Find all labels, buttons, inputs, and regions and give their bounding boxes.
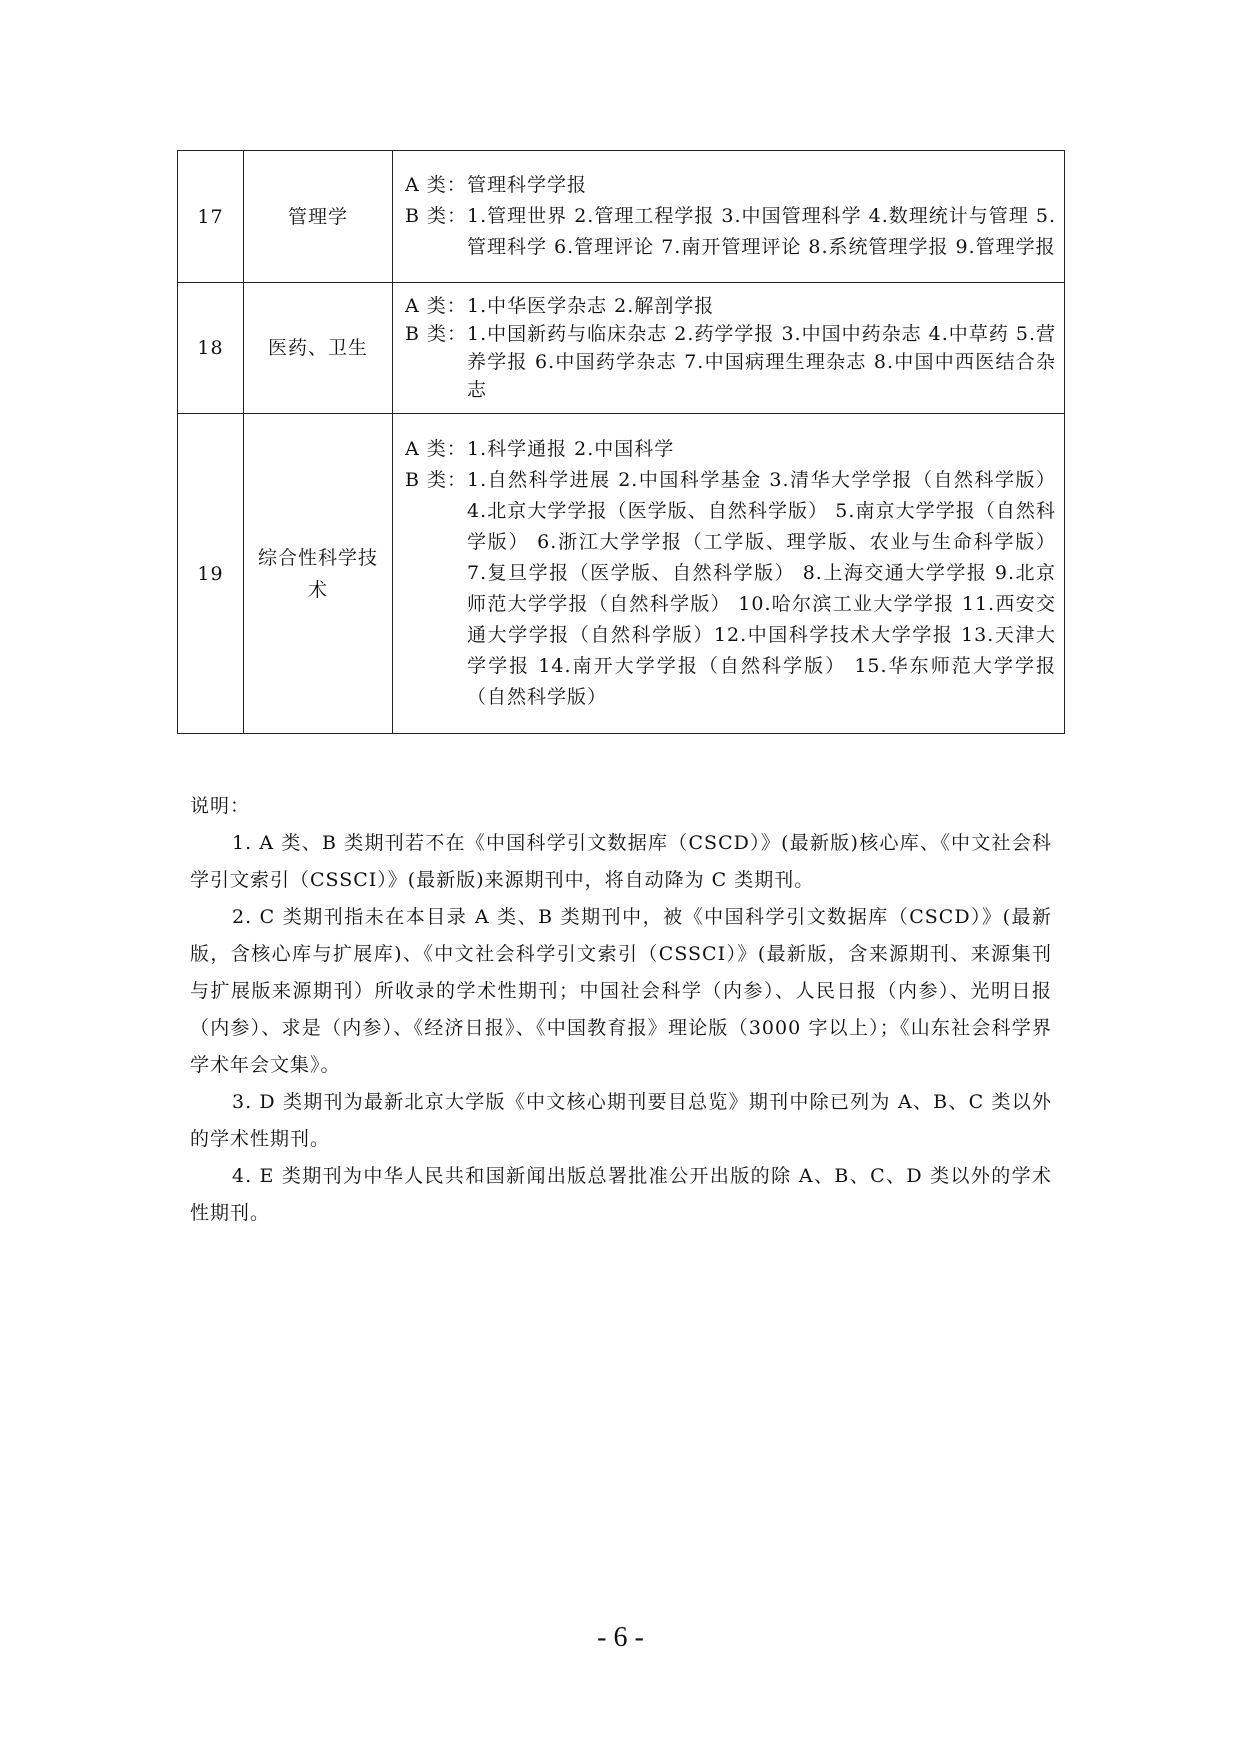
notes-section bbox=[190, 788, 1052, 1232]
row-number: 18 bbox=[178, 283, 244, 414]
row-number: 17 bbox=[178, 151, 244, 283]
category-b-label: B 类： bbox=[405, 205, 468, 227]
journal-list bbox=[393, 283, 1065, 414]
note-item: 2. C 类期刊指未在本目录 A 类、B 类期刊中，被《中国科学引文数据库（CSCD）》(最新版，含核心库与扩展库)、《中文社会科学引文索引（CSSCI）》(最新版，含来源期刊、来源集刊与扩展版来源期刊）所收录的学术性期刊；中国社会科学（内参）、人民日报（内参）、光明日报（内参）、求是（内参）、《经济日报》、《中国教育报》理论版（3000 字以上）；《山东社会科学界学术年会文集》。 bbox=[190, 906, 1052, 1076]
category-b-journals: 1.中国新药与临床杂志 2.药学学报 3.中国中药杂志 4.中草药 5.营养学报 6.中国药学杂志 7.中国病理生理杂志 8.中国中西医结合杂志 bbox=[467, 323, 1056, 401]
category-a-line bbox=[405, 434, 1056, 465]
category-b-line bbox=[405, 201, 1056, 263]
row-number: 19 bbox=[178, 414, 244, 734]
category-a-label: A 类： bbox=[405, 174, 467, 196]
table-row bbox=[178, 283, 1065, 414]
category-a-label: A 类： bbox=[405, 438, 467, 460]
category-a-label: A 类： bbox=[405, 295, 467, 317]
subject-name: 综合性科学技术 bbox=[244, 414, 393, 734]
note-item: 1. A 类、B 类期刊若不在《中国科学引文数据库（CSCD）》(最新版)核心库、《中文社会科学引文索引（CSSCI）》(最新版)来源期刊中，将自动降为 C 类期刊。 bbox=[190, 832, 1052, 891]
category-b-label: B 类： bbox=[405, 323, 468, 345]
subject-name: 医药、卫生 bbox=[244, 283, 393, 414]
page-number: - 6 - bbox=[597, 1622, 644, 1653]
category-b-line bbox=[405, 465, 1056, 713]
category-b-line bbox=[405, 320, 1056, 404]
notes-heading: 说明： bbox=[190, 795, 251, 817]
journal-catalog-table bbox=[177, 150, 1065, 734]
category-a-line bbox=[405, 170, 1056, 201]
table-row bbox=[178, 151, 1065, 283]
subject-name: 管理学 bbox=[244, 151, 393, 283]
category-a-journals: 1.中华医学杂志 2.解剖学报 bbox=[467, 295, 715, 317]
category-b-journals: 1.管理世界 2.管理工程学报 3.中国管理科学 4.数理统计与管理 5.管理科学 6.管理评论 7.南开管理评论 8.系统管理学报 9.管理学报 bbox=[467, 205, 1056, 258]
table-row bbox=[178, 414, 1065, 734]
category-b-label: B 类： bbox=[405, 469, 468, 491]
note-item: 3. D 类期刊为最新北京大学版《中文核心期刊要目总览》期刊中除已列为 A、B、C 类以外的学术性期刊。 bbox=[190, 1091, 1052, 1150]
journal-list bbox=[393, 414, 1065, 734]
category-a-line bbox=[405, 292, 1056, 320]
category-a-journals: 1.科学通报 2.中国科学 bbox=[467, 438, 675, 460]
journal-list bbox=[393, 151, 1065, 283]
category-a-journals: 管理科学学报 bbox=[467, 174, 588, 196]
note-item: 4. E 类期刊为中华人民共和国新闻出版总署批准公开出版的除 A、B、C、D 类以外的学术性期刊。 bbox=[190, 1165, 1052, 1224]
category-b-journals: 1.自然科学进展 2.中国科学基金 3.清华大学学报（自然科学版） 4.北京大学学报（医学版、自然科学版） 5.南京大学学报（自然科学版） 6.浙江大学学报（工学版、理学版、农业与生命科学版） 7.复旦学报（医学版、自然科学版） 8.上海交通大学学报 9.北京师范大学学报（自然科学版） 10.哈尔滨工业大学学报 11.西安交通大学学报（自然科学版）12.中国科学技术大学学报 13.天津大学学报 14.南开大学学报（自然科学版） 15.华东师范大学学报（自然科学版） bbox=[467, 469, 1056, 708]
